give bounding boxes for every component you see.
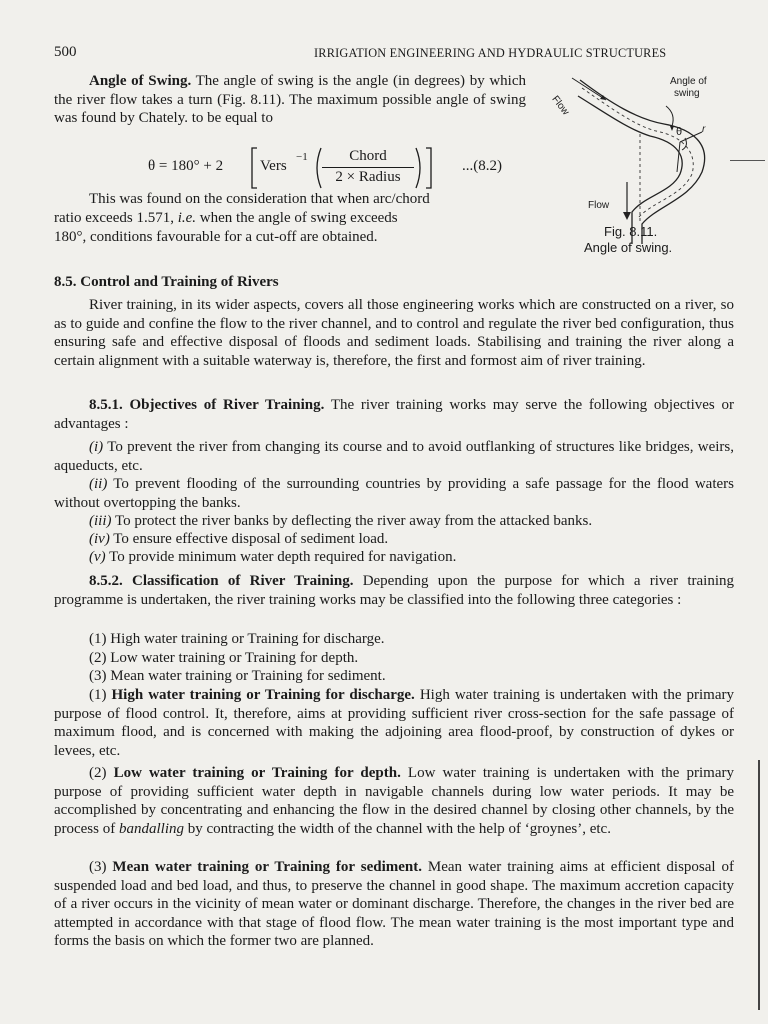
page-edge-rule: [758, 760, 760, 1010]
classification-text: Depending upon the purpose for which a river training programme is undertaken, the river training works may be classified into the following three categories :: [54, 573, 734, 608]
category-item: (2) Low water training or Training for depth.: [89, 650, 359, 666]
swing-lead: Angle of Swing.: [89, 73, 192, 89]
objective-item: [54, 512, 734, 531]
eq-fraction-bar: [322, 167, 414, 168]
eq-left-paren: [311, 146, 323, 190]
high-text: High water training is undertaken with the primary purpose of flood control. It, therefore, aims at providing sufficient river cross-section for the safe passage of maximum flood, and is concerned with making the adjoining area flood-proof, by construction of dykes or levees, etc.: [54, 687, 735, 759]
fig-label-flow-bottom: Flow: [588, 200, 610, 211]
category-item: (1) High water training or Training for discharge.: [89, 631, 385, 647]
objective-num: (iv): [89, 531, 110, 547]
low-num: (2): [89, 765, 114, 781]
high-num: (1): [89, 687, 112, 703]
eq-vers: Vers: [260, 158, 287, 174]
classification-paragraph: [54, 572, 734, 609]
fig-label-angle-line2: swing: [674, 88, 700, 99]
swing-paragraph: [54, 72, 526, 128]
objective-item: [54, 438, 734, 475]
low-text-2: by contracting the width of the channel with the help of ‘groynes’, etc.: [184, 820, 611, 837]
eq-right-bracket: [424, 146, 434, 190]
fig-label-theta: θ: [676, 126, 683, 138]
eq-numerator: Chord: [349, 148, 387, 164]
low-lead: Low water training or Training for depth.: [113, 765, 401, 781]
objective-num: (v): [89, 549, 106, 565]
objective-text: To prevent the river from changing its course and to avoid outflanking of structures like bridges, weirs, aqueducts, etc.: [54, 439, 734, 474]
page-number: 500: [54, 44, 77, 60]
low-water-paragraph: [54, 764, 734, 838]
mean-text: Mean water training aims at efficient disposal of suspended load and bed load, and thus, to preserve the channel in good shape. The maximum accretion capacity of a river occurs in the vicinity of mean water or dominant discharge. Therefore, the changes in the river bed are attempted in accordance with that stage of flood flow. The mean water training is the most important type and forms the basis on which the former two are planned.: [54, 859, 734, 950]
fig-label-flow-top: Flow: [549, 94, 572, 118]
objective-text: To prevent flooding of the surrounding countries by providing a safe passage for the flood waters without overtopping the banks.: [54, 476, 734, 511]
objectives-lead: 8.5.1. Objectives of River Training.: [89, 397, 325, 413]
swing-follow-1: This was found on the consideration that when arc/chord: [89, 191, 430, 207]
objective-num: (iii): [89, 513, 112, 529]
high-lead: High water training or Training for discharge.: [111, 687, 415, 703]
fig-label-r: r: [702, 124, 706, 135]
river-bank-outer: [580, 80, 705, 244]
eq-left-bracket: [249, 146, 259, 190]
mean-lead: Mean water training or Training for sediment.: [112, 859, 422, 875]
section-intro: River training, in its wider aspects, covers all those engineering works which are constructed on a river, so as to guide and confine the flow to the river channel, and to control and regulate the river bed configuration, thus ensuring safe and effective disposal of floods and sediment loads. Stabilising and training the river along a certain alignment with a suitable waterway is, therefore, the first and formost aim of river training.: [54, 297, 734, 369]
swing-follow-3: 180°, conditions favourable for a cut-off are obtained.: [54, 229, 378, 245]
objective-item: [54, 475, 734, 512]
fig-caption-title: Angle of swing.: [584, 240, 673, 255]
top-flow-arrow: [572, 78, 606, 100]
equation-8-2: [148, 146, 538, 190]
objective-text: To protect the river banks by deflecting the river away from the attacked banks.: [111, 513, 593, 529]
margin-mark: [730, 160, 765, 161]
objective-text: To provide minimum water depth required for navigation.: [105, 549, 457, 565]
fig-label-angle-line1: Angle of: [670, 76, 707, 87]
eq-denominator: 2 × Radius: [335, 169, 401, 185]
objective-num: (i): [89, 439, 104, 455]
swing-follow-2: ratio exceeds 1.571, i.e. when the angle of swing exceeds: [54, 210, 398, 226]
radius-line-2: [677, 142, 680, 172]
bottom-flow-arrowhead: [623, 212, 631, 220]
mean-num: (3): [89, 859, 113, 875]
running-title: IRRIGATION ENGINEERING AND HYDRAULIC STRUCTURES: [314, 46, 667, 60]
objective-item: [54, 530, 734, 549]
eq-lhs: θ = 180° + 2: [148, 158, 224, 174]
objective-item: [54, 548, 734, 567]
classification-lead: 8.5.2. Classification of River Training.: [89, 573, 354, 589]
eq-superscript: −1: [296, 151, 308, 163]
river-bank-inner: [578, 96, 682, 244]
fig-caption-number: Fig. 8.11.: [604, 224, 658, 239]
low-text-1: Low water training is undertaken with the primary purpose of providing sufficient water depth in navigable channels during low water periods. It may be accomplished by concentrating and enhancing the flow in the desired channel by closing other channels, by the process of: [54, 765, 734, 837]
high-water-paragraph: [54, 686, 734, 760]
swing-arc: [666, 106, 673, 126]
swing-arrowhead: [670, 126, 674, 131]
objectives-text: The river training works may serve the following objectives or advantages :: [54, 397, 734, 432]
objective-text: To ensure effective disposal of sediment load.: [109, 531, 389, 547]
category-item: (3) Mean water training or Training for sediment.: [89, 668, 386, 684]
mean-water-paragraph: [54, 858, 734, 951]
swing-text: The angle of swing is the angle (in degrees) by which the river flow takes a turn (Fig. 8.11). The maximum possible angle of swing was found by Chately. to be equal to: [54, 73, 526, 127]
objectives-paragraph: [54, 396, 734, 433]
low-italic-term: bandalling: [118, 820, 184, 837]
section-heading: 8.5. Control and Training of Rivers: [54, 274, 279, 290]
eq-number: ...(8.2): [462, 158, 502, 174]
objective-num: (ii): [89, 476, 108, 492]
